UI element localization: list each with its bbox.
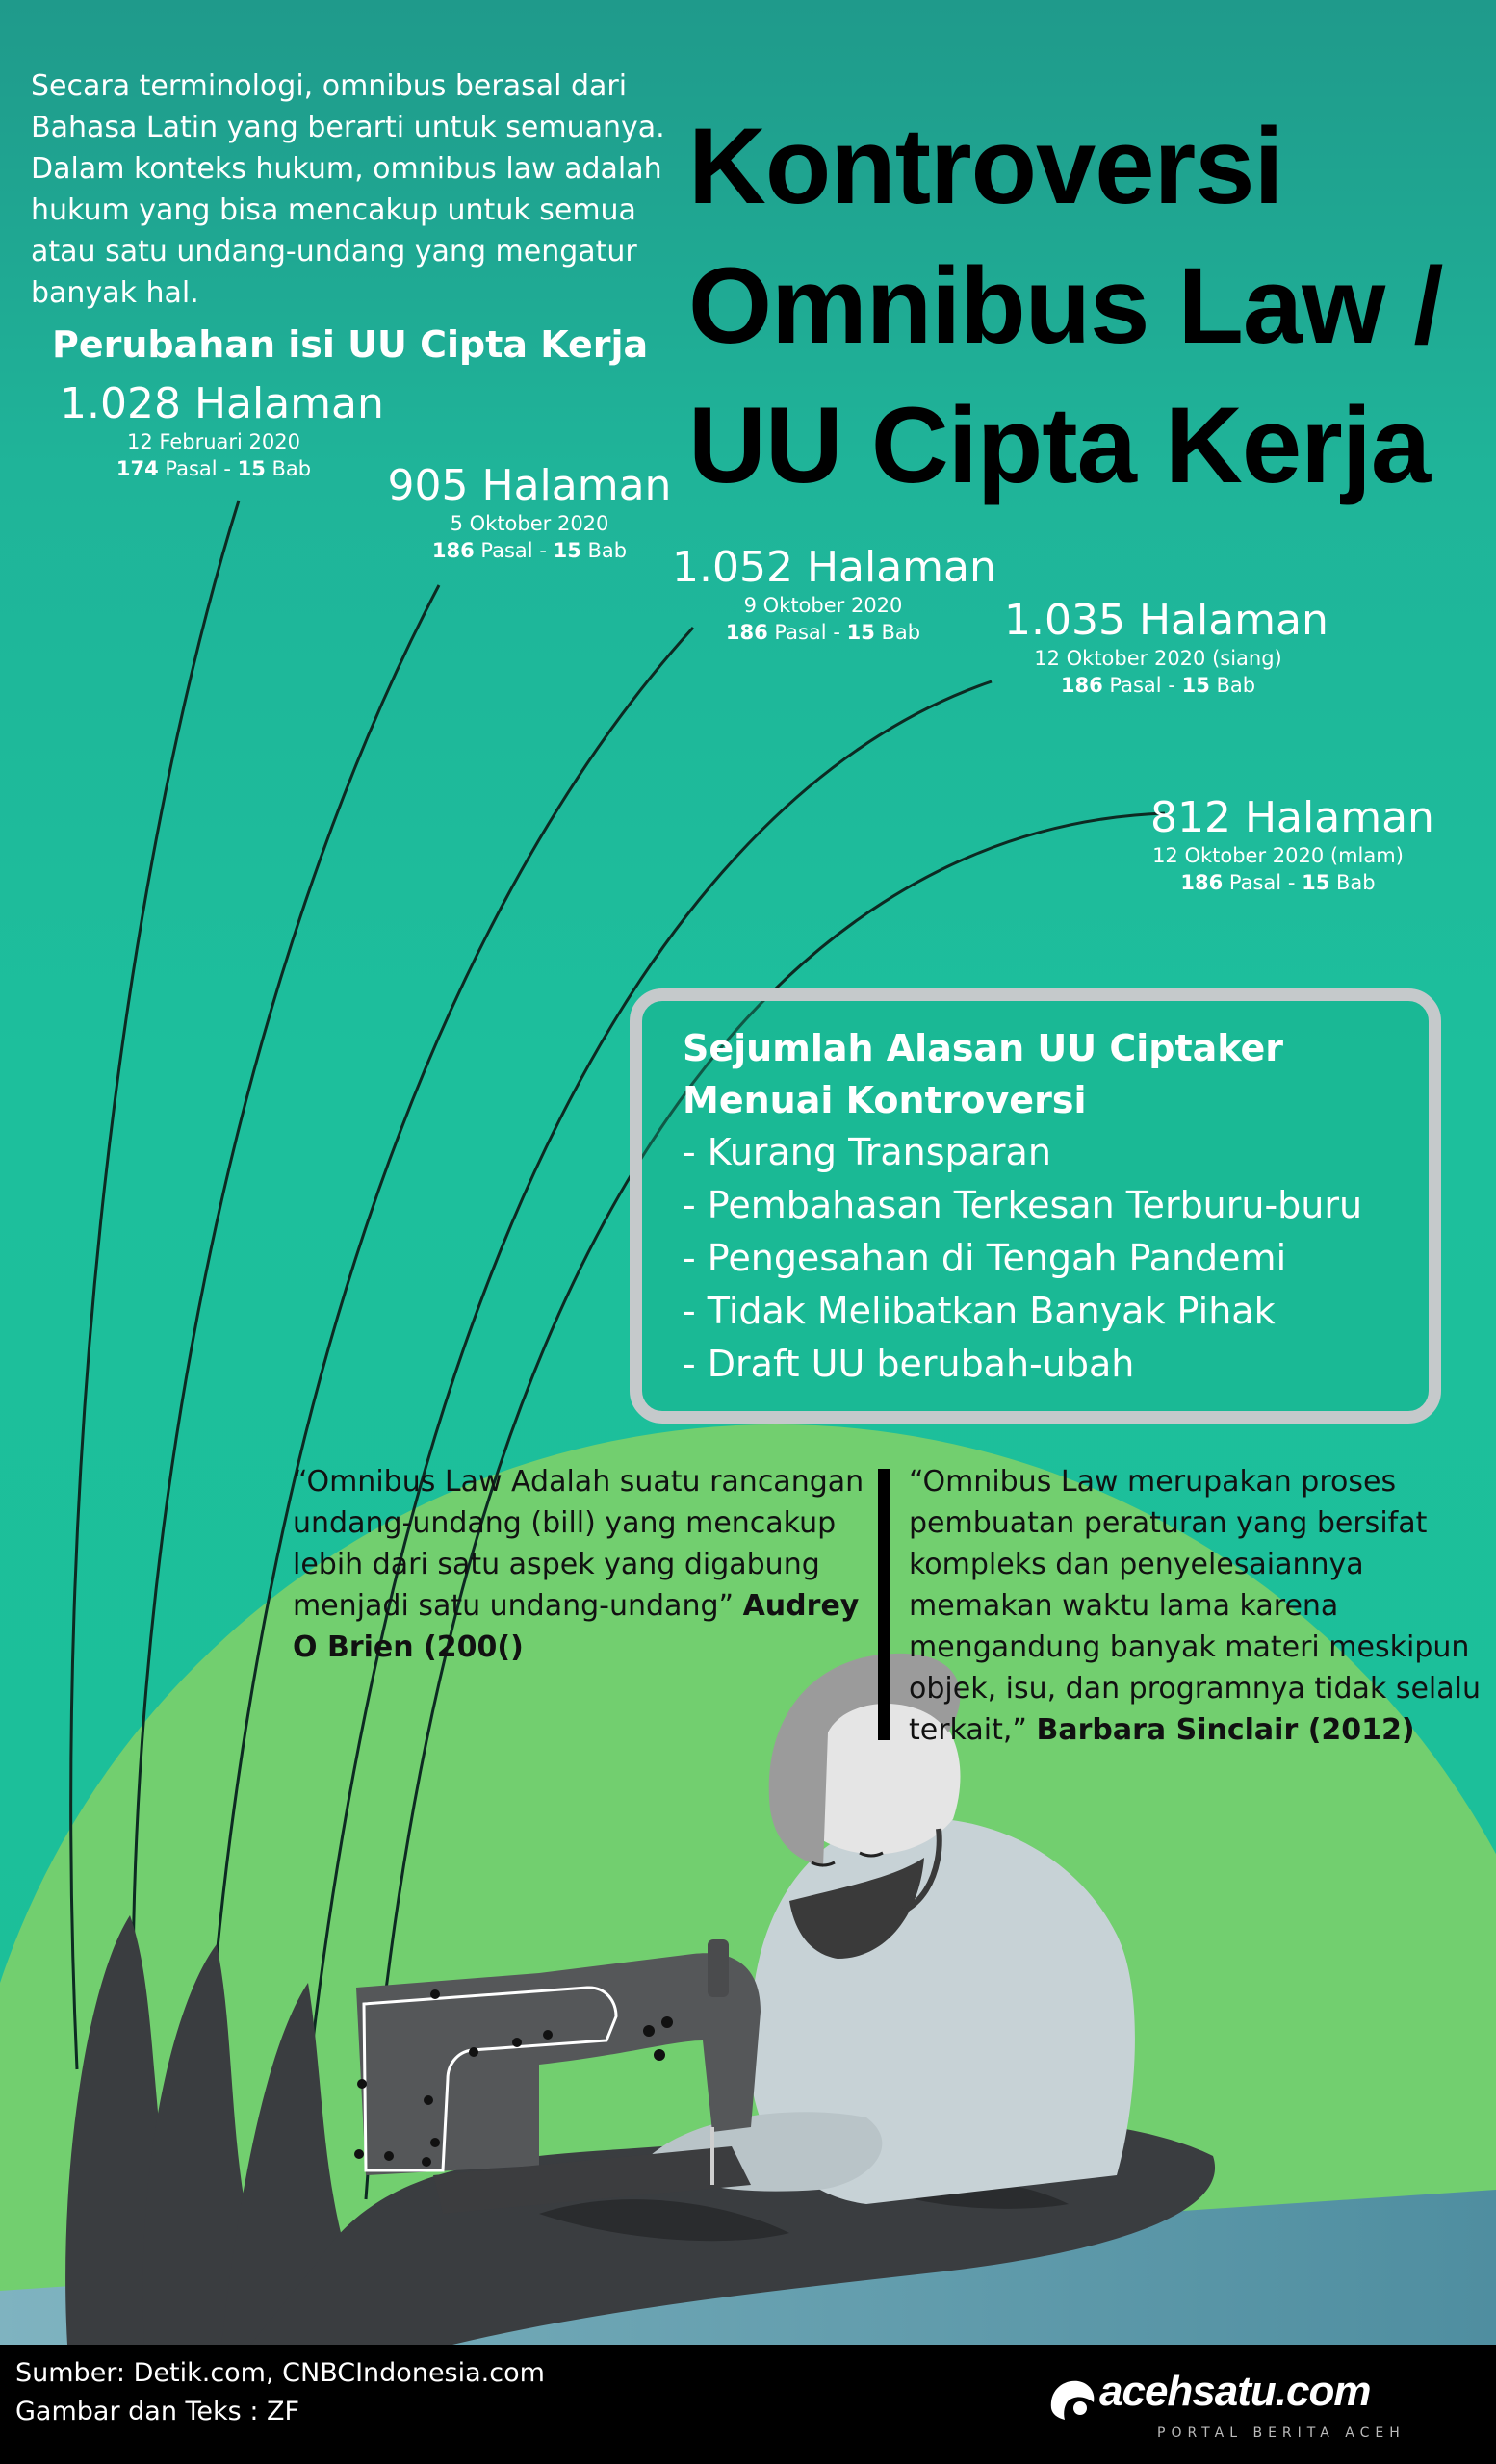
- source-text: Sumber: Detik.com, CNBCIndonesia.com: [15, 2358, 545, 2388]
- quote-divider: [878, 1469, 890, 1740]
- milestone-date: 12 Oktober 2020 (mlam): [1152, 844, 1404, 867]
- milestone-detail: 186 Pasal - 15 Bab: [1060, 674, 1256, 697]
- reason-item: - Pembahasan Terkesan Terburu-buru: [683, 1184, 1363, 1226]
- reason-item: - Tidak Melibatkan Banyak Pihak: [683, 1290, 1276, 1332]
- reason-item: - Draft UU berubah-ubah: [683, 1343, 1135, 1385]
- changes-heading: Perubahan isi UU Cipta Kerja: [52, 323, 649, 366]
- milestone-3: [672, 543, 996, 646]
- milestone-1: [60, 379, 384, 482]
- quote-author: Barbara Sinclair (2012): [1036, 1713, 1415, 1747]
- brand-name: acehsatu.com: [1099, 2368, 1371, 2415]
- intro-text: Secara terminologi, omnibus berasal dari Bahasa Latin yang berarti untuk semuanya. Dalam konteks hukum, omnibus law adalah hukum yang bisa mencakup untuk semua atau satu undang-undang yang mengatur banyak hal.: [31, 69, 665, 310]
- reasons-list: [683, 1126, 1429, 1391]
- credit-text: Gambar dan Teks : ZF: [15, 2397, 300, 2426]
- brand-mark-icon: [1042, 2370, 1103, 2431]
- page-title: [688, 96, 1487, 515]
- title-line-1: Kontroversi: [688, 106, 1283, 226]
- milestone-pages: 905 Halaman: [387, 461, 672, 510]
- milestone-date: 12 Februari 2020: [127, 430, 300, 453]
- brand-logo[interactable]: [1042, 2366, 1446, 2452]
- reason-item: - Pengesahan di Tengah Pandemi: [683, 1237, 1287, 1279]
- quote-author: Audrey O Brien (200(): [293, 1589, 860, 1664]
- milestone-2: [385, 462, 674, 564]
- title-line-3: UU Cipta Kerja: [688, 385, 1431, 505]
- brand-tagline: PORTAL BERITA ACEH: [1157, 2426, 1406, 2441]
- milestone-detail: 186 Pasal - 15 Bab: [1180, 871, 1376, 894]
- footer: [0, 2345, 1496, 2464]
- milestone-date: 9 Oktober 2020: [743, 594, 903, 617]
- title-line-2: Omnibus Law /: [688, 245, 1443, 366]
- milestone-pages: 1.052 Halaman: [672, 543, 996, 592]
- quote-text: “Omnibus Law Adalah suatu rancangan undang-undang (bill) yang mencakup lebih dari satu aspek yang digabung menjadi satu undang-undang”: [293, 1465, 864, 1623]
- milestone-pages: 812 Halaman: [1150, 793, 1434, 842]
- reasons-box: [630, 988, 1441, 1424]
- reason-item: - Kurang Transparan: [683, 1131, 1051, 1173]
- quote-obrien: [293, 1461, 870, 1668]
- quote-text: “Omnibus Law merupakan proses pembuatan peraturan yang bersifat kompleks dan penyelesaiannya memakan waktu lama karena mengandung banyak materi meskipun objek, isu, dan programnya tidak selalu terkait,”: [909, 1465, 1481, 1747]
- quote-sinclair: [909, 1461, 1486, 1751]
- milestone-detail: 186 Pasal - 15 Bab: [725, 621, 921, 644]
- milestone-5: [1150, 793, 1434, 896]
- milestone-pages: 1.035 Halaman: [1004, 596, 1328, 645]
- milestone-detail: 174 Pasal - 15 Bab: [116, 457, 312, 480]
- milestone-date: 5 Oktober 2020: [450, 512, 609, 535]
- milestone-date: 12 Oktober 2020 (siang): [1034, 647, 1282, 670]
- milestone-pages: 1.028 Halaman: [60, 379, 384, 428]
- footer-sources: [15, 2354, 545, 2431]
- milestone-detail: 186 Pasal - 15 Bab: [431, 539, 628, 562]
- reasons-heading: Sejumlah Alasan UU Ciptaker Menuai Kontroversi: [683, 1027, 1284, 1121]
- milestone-4: [1004, 596, 1328, 699]
